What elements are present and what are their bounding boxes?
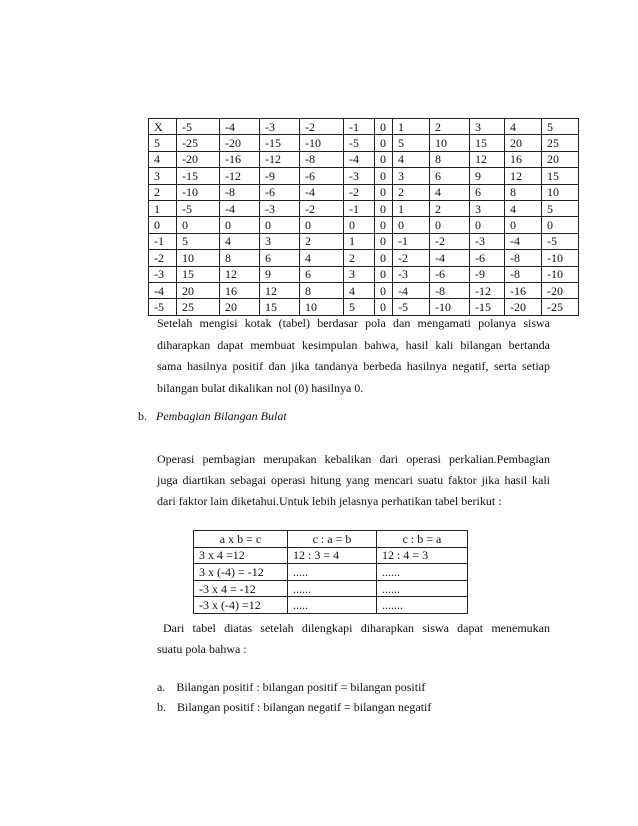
table-cell: -1	[344, 200, 375, 216]
table-cell: 9	[260, 266, 300, 282]
table-cell: 15	[542, 168, 579, 184]
paragraph-line: Setelah mengisi kotak (tabel) berdasar pola dan mengamati polanya siswa	[157, 316, 550, 330]
table-row	[194, 580, 468, 597]
table-cell: 0	[344, 217, 375, 233]
table-cell: -4	[393, 282, 430, 298]
table-cell: 15	[177, 266, 220, 282]
table-cell: 6	[260, 250, 300, 266]
table-cell: -20	[542, 282, 579, 298]
table-cell: -3	[344, 168, 375, 184]
table-cell: 12 : 4 = 3	[377, 547, 468, 564]
table-cell: 10	[300, 299, 344, 315]
table-cell: ......	[288, 580, 377, 597]
table-cell: -8	[220, 184, 260, 200]
conclusion-paragraph	[157, 313, 550, 399]
table-cell: 2	[344, 250, 375, 266]
row-label-cell: -5	[149, 299, 177, 315]
row-label-cell: -4	[149, 282, 177, 298]
table-cell: 5	[344, 299, 375, 315]
table-row	[149, 135, 579, 151]
paragraph-line: Operasi pembagian merupakan kebalikan dari operasi perkalian.Pembagian	[157, 452, 550, 466]
table-cell: 4	[430, 184, 470, 200]
row-label-cell: 0	[149, 217, 177, 233]
table-cell: 0	[300, 217, 344, 233]
header-cell: c : a = b	[288, 531, 377, 548]
table-cell: -8	[505, 266, 542, 282]
section-title: Pembagian Bilangan Bulat	[156, 409, 287, 423]
table-cell: -25	[542, 299, 579, 315]
division-intro-paragraph	[157, 449, 550, 512]
table-cell: -4	[220, 200, 260, 216]
table-cell: ......	[377, 564, 468, 581]
header-cell: a x b = c	[194, 531, 288, 548]
header-cell: -2	[300, 119, 344, 135]
table-cell: 0	[375, 233, 393, 249]
table-cell: 0	[470, 217, 505, 233]
list-text: Bilangan positif : bilangan positif = bilangan positif	[176, 680, 426, 694]
table-cell: 2	[393, 184, 430, 200]
table-row	[149, 233, 579, 249]
table-row	[149, 151, 579, 167]
row-label-cell: 5	[149, 135, 177, 151]
table-row	[149, 200, 579, 216]
row-label-cell: -1	[149, 233, 177, 249]
table-cell: 9	[470, 168, 505, 184]
header-cell: -5	[177, 119, 220, 135]
table-cell: 0	[375, 250, 393, 266]
table-cell: -6	[300, 168, 344, 184]
table-cell: 3	[393, 168, 430, 184]
table-cell: -8	[300, 151, 344, 167]
table-cell: -10	[542, 250, 579, 266]
table-cell: -3	[260, 200, 300, 216]
table-cell: 2	[300, 233, 344, 249]
table-cell: -2	[300, 200, 344, 216]
table-cell: -20	[177, 151, 220, 167]
table-cell: -2	[344, 184, 375, 200]
table-cell: -15	[470, 299, 505, 315]
table-cell: 0	[220, 217, 260, 233]
table-cell: 0	[375, 299, 393, 315]
header-cell: 4	[505, 119, 542, 135]
table-cell: 8	[505, 184, 542, 200]
table-cell: 20	[220, 299, 260, 315]
table-cell: 0	[375, 135, 393, 151]
table-cell: -15	[260, 135, 300, 151]
table-row	[194, 597, 468, 614]
table-cell: -10	[430, 299, 470, 315]
header-cell: 0	[375, 119, 393, 135]
table-header-row	[194, 531, 468, 548]
table-cell: 2	[430, 200, 470, 216]
table-cell: 3	[260, 233, 300, 249]
table-cell: 16	[505, 151, 542, 167]
table-cell: 4	[300, 250, 344, 266]
table-cell: -3	[470, 233, 505, 249]
table-cell: 20	[505, 135, 542, 151]
table-cell: 0	[375, 217, 393, 233]
table-cell: 3	[470, 200, 505, 216]
list-marker: b.	[157, 700, 166, 714]
table-cell: -16	[505, 282, 542, 298]
row-label-cell: 2	[149, 184, 177, 200]
table-cell: -12	[470, 282, 505, 298]
table-cell: 4	[344, 282, 375, 298]
header-cell: X	[149, 119, 177, 135]
table-cell: -25	[177, 135, 220, 151]
table-cell: 12	[260, 282, 300, 298]
header-cell: 1	[393, 119, 430, 135]
list-item	[157, 680, 425, 695]
table-cell: 8	[430, 151, 470, 167]
header-cell: c : b = a	[377, 531, 468, 548]
table-cell: -9	[470, 266, 505, 282]
table-cell: 12	[470, 151, 505, 167]
table-cell: 12	[505, 168, 542, 184]
table-cell: 8	[220, 250, 260, 266]
header-cell: -3	[260, 119, 300, 135]
table-cell: -16	[220, 151, 260, 167]
table-cell: 1	[344, 233, 375, 249]
table-cell: 16	[220, 282, 260, 298]
table-row	[149, 217, 579, 233]
table-cell: 0	[393, 217, 430, 233]
section-letter: b.	[138, 409, 147, 423]
table-cell: -6	[430, 266, 470, 282]
table-cell: .......	[377, 597, 468, 614]
table-cell: 12	[220, 266, 260, 282]
table-cell: -12	[260, 151, 300, 167]
table-row	[149, 266, 579, 282]
table-cell: 5	[393, 135, 430, 151]
table-cell: 0	[177, 217, 220, 233]
table-cell: -6	[470, 250, 505, 266]
table-cell: .....	[288, 597, 377, 614]
table-cell: -10	[300, 135, 344, 151]
multiplication-table-body	[149, 119, 579, 316]
table-cell: 6	[300, 266, 344, 282]
table-cell: 0	[375, 151, 393, 167]
table-cell: 4	[505, 200, 542, 216]
table-cell: 6	[470, 184, 505, 200]
section-heading	[138, 409, 287, 424]
header-cell: -4	[220, 119, 260, 135]
table-cell: -8	[430, 282, 470, 298]
table-cell: 0	[260, 217, 300, 233]
row-label-cell: -3	[149, 266, 177, 282]
table-cell: 0	[375, 184, 393, 200]
table-cell: 12 : 3 = 4	[288, 547, 377, 564]
table-cell: -4	[300, 184, 344, 200]
table-cell: -12	[220, 168, 260, 184]
table-cell: -4	[505, 233, 542, 249]
table-cell: 20	[542, 151, 579, 167]
table-cell: -1	[393, 233, 430, 249]
header-cell: 3	[470, 119, 505, 135]
table-cell: 10	[430, 135, 470, 151]
table-cell: -20	[220, 135, 260, 151]
table-cell: -6	[260, 184, 300, 200]
paragraph-line: dari faktor lain diketahui.Untuk lebih jelasnya perhatikan tabel berikut :	[157, 494, 502, 508]
paragraph-line: diharapkan dapat membuat kesimpulan bahwa, hasil kali bilangan bertanda	[157, 337, 550, 352]
table-cell: 15	[470, 135, 505, 151]
table-cell: 4	[220, 233, 260, 249]
table-cell: -4	[344, 151, 375, 167]
table-row	[149, 250, 579, 266]
table-cell: -5	[393, 299, 430, 315]
division-table	[193, 530, 468, 614]
table-cell: -3	[393, 266, 430, 282]
table-cell: 0	[375, 282, 393, 298]
table-cell: 0	[542, 217, 579, 233]
table-row	[149, 168, 579, 184]
pattern-paragraph	[157, 618, 550, 660]
table-cell: 5	[177, 233, 220, 249]
table-row	[194, 564, 468, 581]
table-cell: 25	[542, 135, 579, 151]
table-cell: 0	[375, 266, 393, 282]
table-cell: 25	[177, 299, 220, 315]
table-row	[149, 282, 579, 298]
paragraph-line: bilangan bulat dikalikan nol (0) hasilnya 0.	[157, 380, 364, 395]
table-cell: -3 x 4 = -12	[194, 580, 288, 597]
table-cell: 4	[393, 151, 430, 167]
table-cell: -5	[177, 200, 220, 216]
table-cell: 20	[177, 282, 220, 298]
table-cell: 0	[375, 200, 393, 216]
table-cell: -10	[542, 266, 579, 282]
paragraph-line: suatu pola bahwa :	[157, 642, 247, 656]
table-cell: -2	[430, 233, 470, 249]
table-cell: 3 x (-4) = -12	[194, 564, 288, 581]
table-cell: -8	[505, 250, 542, 266]
table-cell: .....	[288, 564, 377, 581]
paragraph-line: sama hasilnya positif dan jika tandanya berbeda hasilnya negatif, serta setiap	[157, 359, 550, 373]
multiplication-table	[148, 118, 579, 316]
header-cell: 5	[542, 119, 579, 135]
table-cell: 15	[260, 299, 300, 315]
table-cell: 0	[430, 217, 470, 233]
list-text: Bilangan positif : bilangan negatif = bilangan negatif	[177, 700, 432, 714]
table-row	[194, 547, 468, 564]
row-label-cell: 1	[149, 200, 177, 216]
table-row	[149, 184, 579, 200]
paragraph-line: Dari tabel diatas setelah dilengkapi diharapkan siswa dapat menemukan	[163, 621, 550, 635]
table-cell: 0	[505, 217, 542, 233]
table-cell: ......	[377, 580, 468, 597]
table-cell: 5	[542, 200, 579, 216]
list-item	[157, 700, 431, 715]
table-cell: 3 x 4 =12	[194, 547, 288, 564]
table-cell: -2	[393, 250, 430, 266]
table-cell: -20	[505, 299, 542, 315]
table-cell: 1	[393, 200, 430, 216]
table-cell: -5	[344, 135, 375, 151]
table-cell: 3	[344, 266, 375, 282]
table-cell: -15	[177, 168, 220, 184]
list-marker: a.	[157, 680, 166, 694]
table-cell: -9	[260, 168, 300, 184]
table-cell: -10	[177, 184, 220, 200]
row-label-cell: 3	[149, 168, 177, 184]
row-label-cell: 4	[149, 151, 177, 167]
table-cell: 10	[542, 184, 579, 200]
table-cell: -5	[542, 233, 579, 249]
table-cell: 8	[300, 282, 344, 298]
table-cell: -4	[430, 250, 470, 266]
table-cell: 0	[375, 168, 393, 184]
table-cell: -3 x (-4) =12	[194, 597, 288, 614]
header-cell: 2	[430, 119, 470, 135]
table-cell: 10	[177, 250, 220, 266]
table-cell: 6	[430, 168, 470, 184]
paragraph-line: juga diartikan sebagai operasi hitung yang mencari suatu faktor jika hasil kali	[157, 473, 550, 487]
division-table-body	[194, 531, 468, 614]
table-header-row	[149, 119, 579, 135]
row-label-cell: -2	[149, 250, 177, 266]
header-cell: -1	[344, 119, 375, 135]
